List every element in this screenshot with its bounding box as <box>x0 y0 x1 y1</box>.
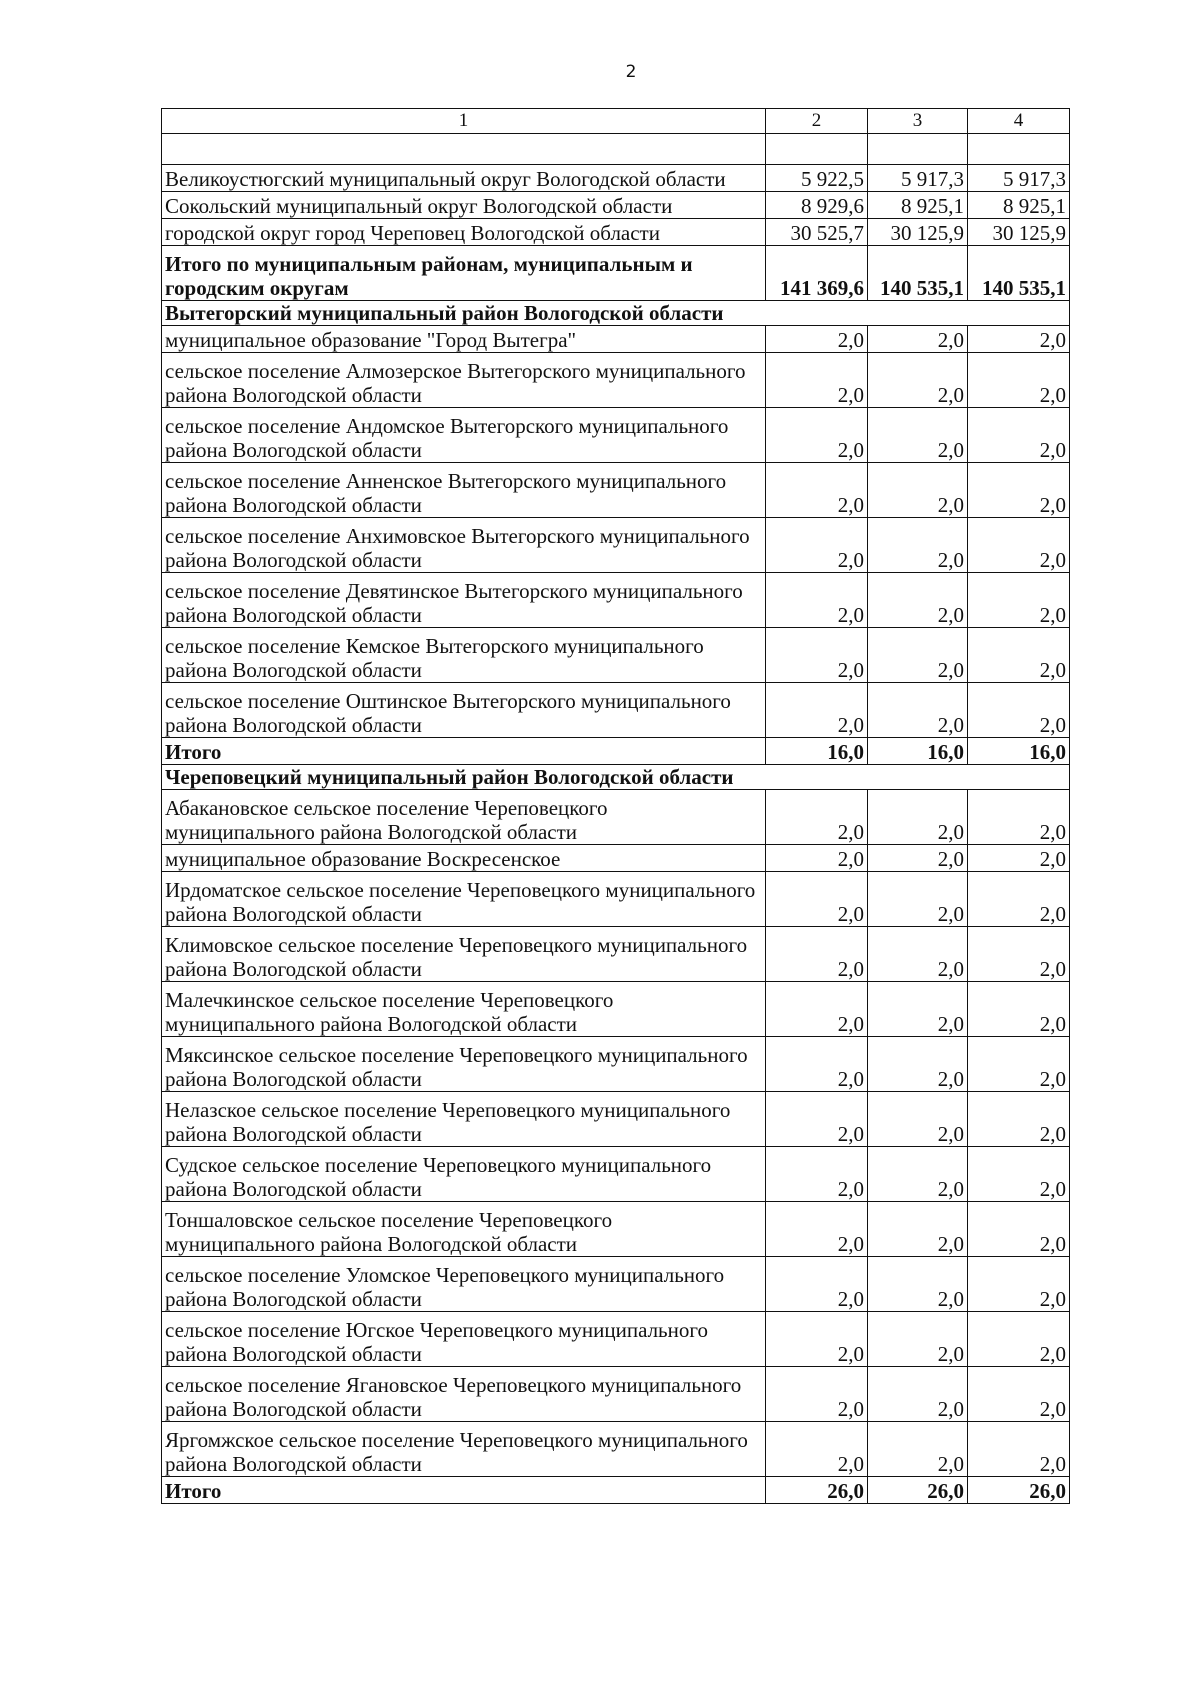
value-col-4: 26,0 <box>968 1477 1070 1504</box>
municipality-name: Малечкинское сельское поселение Череповецкого муниципального района Вологодской области <box>162 982 766 1037</box>
value-col-4: 2,0 <box>968 683 1070 738</box>
value-col-2: 2,0 <box>766 573 868 628</box>
value-col-4: 2,0 <box>968 1422 1070 1477</box>
value-col-2: 2,0 <box>766 683 868 738</box>
total-row <box>162 246 1070 301</box>
header-cell-3: 3 <box>868 109 968 134</box>
value-col-2: 2,0 <box>766 463 868 518</box>
value-col-4: 2,0 <box>968 927 1070 982</box>
value-col-4: 2,0 <box>968 326 1070 353</box>
value-col-2: 2,0 <box>766 518 868 573</box>
table-row <box>162 790 1070 845</box>
spacer-cell <box>162 134 766 165</box>
header-cell-2: 2 <box>766 109 868 134</box>
value-col-4: 140 535,1 <box>968 246 1070 301</box>
value-col-4: 2,0 <box>968 1037 1070 1092</box>
table-body <box>162 109 1070 1504</box>
value-col-2: 2,0 <box>766 982 868 1037</box>
municipality-name: сельское поселение Ягановское Череповецкого муниципального района Вологодской области <box>162 1367 766 1422</box>
page-number: 2 <box>625 62 637 82</box>
value-col-4: 2,0 <box>968 1257 1070 1312</box>
header-row <box>162 109 1070 134</box>
table-row <box>162 628 1070 683</box>
municipality-name: Абакановское сельское поселение Череповецкого муниципального района Вологодской области <box>162 790 766 845</box>
value-col-2: 2,0 <box>766 1202 868 1257</box>
value-col-2: 2,0 <box>766 927 868 982</box>
table-row <box>162 573 1070 628</box>
value-col-2: 2,0 <box>766 845 868 872</box>
section-title: Вытегорский муниципальный район Вологодской области <box>162 301 1070 326</box>
value-col-2: 2,0 <box>766 1037 868 1092</box>
value-col-2: 2,0 <box>766 1257 868 1312</box>
value-col-3: 2,0 <box>868 573 968 628</box>
value-col-3: 2,0 <box>868 982 968 1037</box>
value-col-2: 2,0 <box>766 1312 868 1367</box>
table-row <box>162 408 1070 463</box>
value-col-2: 2,0 <box>766 872 868 927</box>
value-col-3: 2,0 <box>868 518 968 573</box>
value-col-4: 2,0 <box>968 790 1070 845</box>
value-col-3: 2,0 <box>868 628 968 683</box>
section-header-row <box>162 301 1070 326</box>
municipality-name: Нелазское сельское поселение Череповецкого муниципального района Вологодской области <box>162 1092 766 1147</box>
value-col-2: 141 369,6 <box>766 246 868 301</box>
total-label: Итого <box>162 738 766 765</box>
municipality-name: сельское поселение Уломское Череповецкого муниципального района Вологодской области <box>162 1257 766 1312</box>
table-row <box>162 518 1070 573</box>
value-col-4: 5 917,3 <box>968 165 1070 192</box>
spacer-row <box>162 134 1070 165</box>
value-col-4: 2,0 <box>968 463 1070 518</box>
municipality-name: Судское сельское поселение Череповецкого муниципального района Вологодской области <box>162 1147 766 1202</box>
value-col-3: 2,0 <box>868 790 968 845</box>
table-row <box>162 1312 1070 1367</box>
municipality-name: Великоустюгский муниципальный округ Вологодской области <box>162 165 766 192</box>
header-cell-4: 4 <box>968 109 1070 134</box>
value-col-4: 2,0 <box>968 408 1070 463</box>
value-col-4: 2,0 <box>968 1092 1070 1147</box>
table-row <box>162 1367 1070 1422</box>
municipality-name: Климовское сельское поселение Череповецкого муниципального района Вологодской области <box>162 927 766 982</box>
value-col-3: 2,0 <box>868 1367 968 1422</box>
header-cell-1: 1 <box>162 109 766 134</box>
table-row <box>162 326 1070 353</box>
value-col-3: 8 925,1 <box>868 192 968 219</box>
value-col-4: 2,0 <box>968 518 1070 573</box>
value-col-4: 8 925,1 <box>968 192 1070 219</box>
municipality-name: Ирдоматское сельское поселение Череповецкого муниципального района Вологодской области <box>162 872 766 927</box>
table-row <box>162 165 1070 192</box>
value-col-2: 2,0 <box>766 1422 868 1477</box>
total-label: Итого по муниципальным районам, муниципальным и городским округам <box>162 246 766 301</box>
value-col-3: 2,0 <box>868 1092 968 1147</box>
spacer-cell <box>868 134 968 165</box>
table-row <box>162 1257 1070 1312</box>
table-row <box>162 845 1070 872</box>
value-col-3: 30 125,9 <box>868 219 968 246</box>
table-row <box>162 1422 1070 1477</box>
value-col-3: 5 917,3 <box>868 165 968 192</box>
value-col-4: 2,0 <box>968 628 1070 683</box>
value-col-4: 2,0 <box>968 1202 1070 1257</box>
value-col-2: 8 929,6 <box>766 192 868 219</box>
value-col-3: 2,0 <box>868 1422 968 1477</box>
municipality-name: Сокольский муниципальный округ Вологодской области <box>162 192 766 219</box>
value-col-2: 2,0 <box>766 628 868 683</box>
value-col-4: 30 125,9 <box>968 219 1070 246</box>
value-col-2: 5 922,5 <box>766 165 868 192</box>
value-col-3: 2,0 <box>868 683 968 738</box>
municipality-name: сельское поселение Андомское Вытегорского муниципального района Вологодской области <box>162 408 766 463</box>
value-col-3: 2,0 <box>868 353 968 408</box>
municipality-name: Яргомжское сельское поселение Череповецкого муниципального района Вологодской области <box>162 1422 766 1477</box>
municipality-name: сельское поселение Югское Череповецкого муниципального района Вологодской области <box>162 1312 766 1367</box>
table-row <box>162 927 1070 982</box>
value-col-3: 2,0 <box>868 1037 968 1092</box>
municipality-name: Тоншаловское сельское поселение Череповецкого муниципального района Вологодской области <box>162 1202 766 1257</box>
section-header-row <box>162 765 1070 790</box>
value-col-2: 2,0 <box>766 790 868 845</box>
value-col-3: 2,0 <box>868 927 968 982</box>
table-row <box>162 1037 1070 1092</box>
value-col-2: 2,0 <box>766 326 868 353</box>
table-row <box>162 1092 1070 1147</box>
value-col-4: 2,0 <box>968 1147 1070 1202</box>
total-row <box>162 738 1070 765</box>
value-col-3: 2,0 <box>868 872 968 927</box>
table-row <box>162 353 1070 408</box>
municipality-name: сельское поселение Оштинское Вытегорского муниципального района Вологодской области <box>162 683 766 738</box>
municipality-name: сельское поселение Девятинское Вытегорского муниципального района Вологодской области <box>162 573 766 628</box>
spacer-cell <box>968 134 1070 165</box>
value-col-3: 2,0 <box>868 326 968 353</box>
table-row <box>162 219 1070 246</box>
table-row <box>162 982 1070 1037</box>
value-col-3: 2,0 <box>868 1257 968 1312</box>
value-col-2: 26,0 <box>766 1477 868 1504</box>
municipality-name: сельское поселение Анненское Вытегорского муниципального района Вологодской области <box>162 463 766 518</box>
value-col-4: 2,0 <box>968 353 1070 408</box>
value-col-4: 2,0 <box>968 872 1070 927</box>
total-label: Итого <box>162 1477 766 1504</box>
spacer-cell <box>766 134 868 165</box>
value-col-2: 30 525,7 <box>766 219 868 246</box>
value-col-2: 2,0 <box>766 1367 868 1422</box>
value-col-3: 140 535,1 <box>868 246 968 301</box>
table-row <box>162 1202 1070 1257</box>
municipality-name: Мяксинское сельское поселение Череповецкого муниципального района Вологодской области <box>162 1037 766 1092</box>
value-col-3: 2,0 <box>868 845 968 872</box>
value-col-4: 16,0 <box>968 738 1070 765</box>
value-col-4: 2,0 <box>968 1312 1070 1367</box>
value-col-3: 2,0 <box>868 463 968 518</box>
value-col-3: 16,0 <box>868 738 968 765</box>
allocation-table <box>161 108 1070 1504</box>
value-col-3: 2,0 <box>868 1147 968 1202</box>
table-row <box>162 683 1070 738</box>
value-col-2: 2,0 <box>766 1092 868 1147</box>
value-col-3: 2,0 <box>868 1312 968 1367</box>
municipality-name: муниципальное образование "Город Вытегра" <box>162 326 766 353</box>
value-col-2: 2,0 <box>766 353 868 408</box>
value-col-4: 2,0 <box>968 1367 1070 1422</box>
value-col-4: 2,0 <box>968 845 1070 872</box>
value-col-3: 2,0 <box>868 1202 968 1257</box>
table-row <box>162 1147 1070 1202</box>
municipality-name: сельское поселение Кемское Вытегорского муниципального района Вологодской области <box>162 628 766 683</box>
value-col-3: 2,0 <box>868 408 968 463</box>
value-col-2: 16,0 <box>766 738 868 765</box>
municipality-name: городской округ город Череповец Вологодской области <box>162 219 766 246</box>
municipality-name: сельское поселение Анхимовское Вытегорского муниципального района Вологодской области <box>162 518 766 573</box>
municipality-name: муниципальное образование Воскресенское <box>162 845 766 872</box>
table-row <box>162 872 1070 927</box>
value-col-4: 2,0 <box>968 982 1070 1037</box>
value-col-2: 2,0 <box>766 408 868 463</box>
table-row <box>162 192 1070 219</box>
value-col-3: 26,0 <box>868 1477 968 1504</box>
value-col-2: 2,0 <box>766 1147 868 1202</box>
section-title: Череповецкий муниципальный район Вологодской области <box>162 765 1070 790</box>
table-row <box>162 463 1070 518</box>
total-row <box>162 1477 1070 1504</box>
municipality-name: сельское поселение Алмозерское Вытегорского муниципального района Вологодской области <box>162 353 766 408</box>
value-col-4: 2,0 <box>968 573 1070 628</box>
